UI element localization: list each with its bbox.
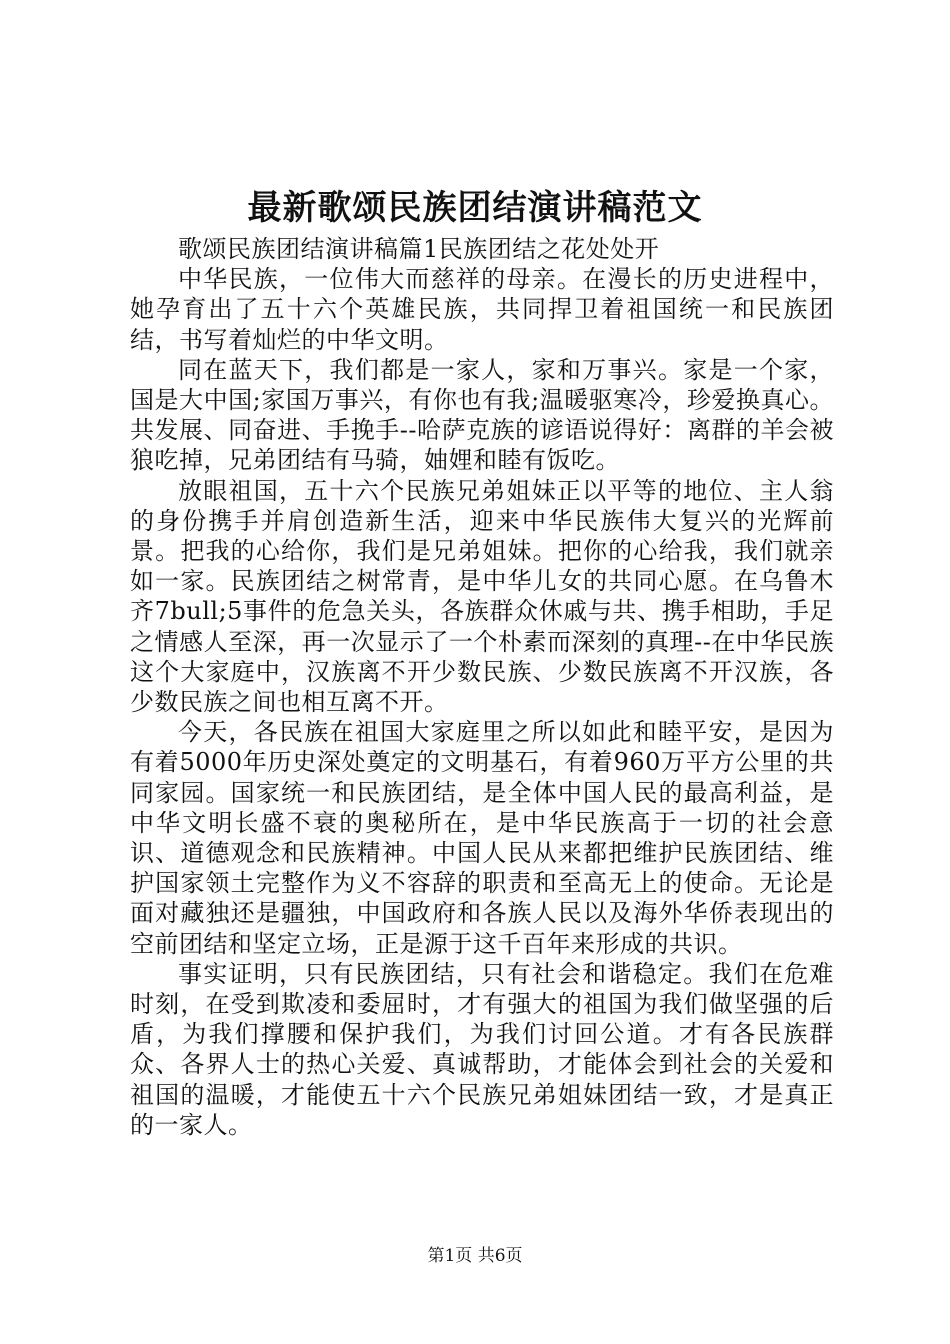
document-title: 最新歌颂民族团结演讲稿范文 — [247, 188, 703, 228]
section-subheading: 歌颂民族团结演讲稿篇1民族团结之花处处开 — [178, 235, 660, 263]
paragraph: 中华民族，一位伟大而慈祥的母亲。在漫长的历史进程中，她孕育出了五十六个英雄民族，共同捍卫着祖国统一和民族团结，书写着灿烂的中华文明。 — [130, 265, 834, 354]
paragraph: 事实证明，只有民族团结，只有社会和谐稳定。我们在危难时刻，在受到欺凌和委屈时，才有强大的祖国为我们做坚强的后盾，为我们撑腰和保护我们，为我们讨回公道。才有各民族群众、各界人士的热心关爱、真诚帮助，才能体会到社会的关爱和祖国的温暖，才能使五十六个民族兄弟姐妹团结一致，才是真正的一家人。 — [130, 959, 834, 1139]
document-body — [130, 234, 834, 1140]
paragraph: 同在蓝天下，我们都是一家人，家和万事兴。家是一个家，国是大中国;家国万事兴，有你也有我;温暖驱寒冷，珍爱换真心。共发展、同奋进、手挽手--哈萨克族的谚语说得好：离群的羊会被狼吃掉，兄弟团结有马骑，妯娌和睦有饭吃。 — [130, 355, 834, 475]
page-number-footer: 第1页 共6页 — [427, 1246, 523, 1266]
paragraph: 今天，各民族在祖国大家庭里之所以如此和睦平安，是因为有着5000年历史深处奠定的文明基石，有着960万平方公里的共同家园。国家统一和民族团结，是全体中国人民的最高利益，是中华文明长盛不衰的奥秘所在，是中华民族高于一切的社会意识、道德观念和民族精神。中国人民从来都把维护民族团结、维护国家领土完整作为义不容辞的职责和至高无上的使命。无论是面对藏独还是疆独，中国政府和各族人民以及海外华侨表现出的空前团结和坚定立场，正是源于这千百年来形成的共识。 — [130, 718, 834, 958]
paragraph: 放眼祖国，五十六个民族兄弟姐妹正以平等的地位、主人翁的身份携手并肩创造新生活，迎来中华民族伟大复兴的光辉前景。把我的心给你，我们是兄弟姐妹。把你的心给我，我们就亲如一家。民族团结之树常青，是中华儿女的共同心愿。在乌鲁木齐7bull;5事件的危急关头，各族群众休戚与共、携手相助，手足之情感人至深，再一次显示了一个朴素而深刻的真理--在中华民族这个大家庭中，汉族离不开少数民族、少数民族离不开汉族，各少数民族之间也相互离不开。 — [130, 476, 834, 717]
